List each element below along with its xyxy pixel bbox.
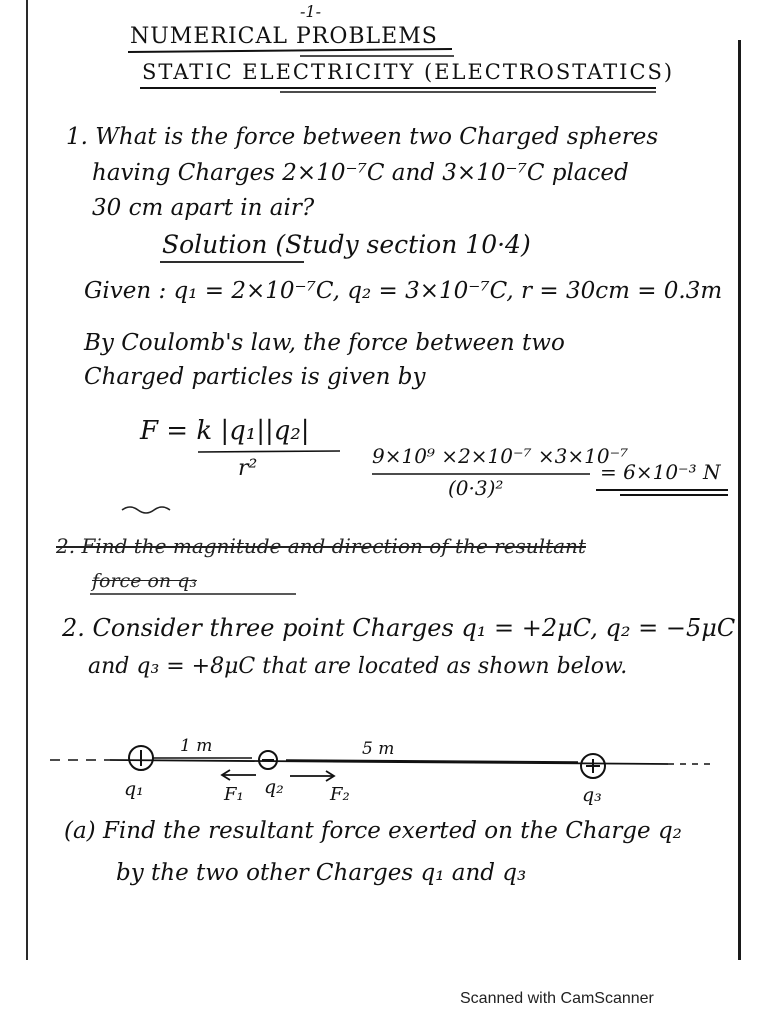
struck-question-line2: force on q₃ [92,570,197,592]
problem1-question-line1: 1. What is the force between two Charged spheres [66,124,659,150]
distance-label-q1-q2: 1 m [180,736,213,756]
part-a-line2: by the two other Charges q₁ and q₃ [116,860,527,886]
force-label-f1: F₁ [224,784,244,805]
part-a-line1: (a) Find the resultant force exerted on the Charge q₂ [64,818,682,844]
force-label-f2: F₂ [330,784,350,805]
force-result: = 6×10⁻³ N [600,460,721,484]
page-subtitle: STATIC ELECTRICITY (ELECTROSTATICS) [142,60,675,84]
problem2-question-line2: and q₃ = +8μC that are located as shown below. [88,654,628,679]
camscanner-watermark: Scanned with CamScanner [460,990,654,1007]
problem1-question-line2: having Charges 2×10⁻⁷C and 3×10⁻⁷C placed [92,160,629,186]
coulomb-law-line1: By Coulomb's law, the force between two [84,330,565,356]
formula-denominator-value: (0·3)² [448,476,504,500]
given-values: Given : q₁ = 2×10⁻⁷C, q₂ = 3×10⁻⁷C, r = 30cm = 0.3m [84,278,723,304]
title-underline [128,49,452,52]
page-number: -1- [300,2,321,21]
formula-numerator: 9×10⁹ ×2×10⁻⁷ ×3×10⁻⁷ [372,444,629,468]
formula-denominator: r² [238,456,258,481]
charge-label-q2: q₂ [264,776,284,798]
charge-label-q1: q₁ [124,778,144,800]
page-title: NUMERICAL PROBLEMS [130,24,438,49]
problem1-question-line3: 30 cm apart in air? [92,195,315,221]
solution-heading: Solution (Study section 10·4) [162,230,531,259]
charge-label-q3: q₃ [582,784,602,806]
strike-scribble [122,507,170,513]
fraction-bar [198,451,340,452]
coulomb-formula: F = k |q₁||q₂| [140,416,310,446]
coulomb-law-line2: Charged particles is given by [84,364,426,390]
struck-question-line1: 2. Find the magnitude and direction of the resultant [56,534,586,558]
problem2-question-line1: 2. Consider three point Charges q₁ = +2μC, q₂ = −5μC [62,614,736,642]
distance-label-q2-q3: 5 m [362,739,395,759]
